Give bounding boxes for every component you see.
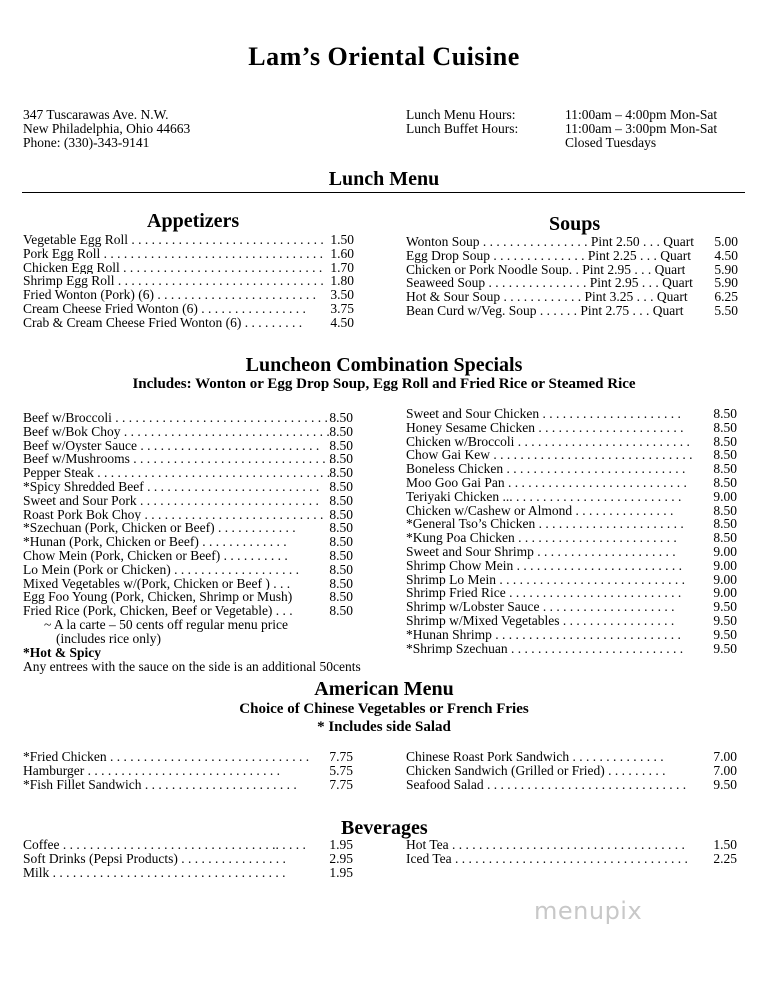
menu-item-price: 3.50 <box>330 287 354 303</box>
menu-item-price: 8.50 <box>329 478 353 494</box>
menu-item <box>406 290 738 304</box>
menu-item-price: 1.80 <box>330 273 354 289</box>
menu-item <box>23 261 354 275</box>
menu-item-name: Chow Gai Kew . . . . . . . . . . . . . . . . . . . . . . . . . . . . . . <box>406 448 693 463</box>
menu-item <box>406 304 738 318</box>
menu-item <box>406 852 737 866</box>
menu-item-price: 8.50 <box>329 506 353 522</box>
buffet-hours-label: Lunch Buffet Hours: <box>406 121 519 136</box>
menu-item <box>23 764 353 778</box>
menu-item <box>23 288 354 302</box>
menu-item-name: Shrimp w/Mixed Vegetables . . . . . . . . . . . . . . . . . <box>406 613 675 628</box>
menu-item-price: 8.50 <box>713 516 737 532</box>
menu-item-name: Chicken or Pork Noodle Soup. . Pint 2.95 . . . Quart <box>406 262 686 277</box>
menu-item <box>23 508 353 522</box>
menu-item-name: Milk . . . . . . . . . . . . . . . . . . . . . . . . . . . . . . . . . . . <box>23 865 286 880</box>
menu-item-name: Shrimp Egg Roll . . . . . . . . . . . . . . . . . . . . . . . . . . . . . . . <box>23 274 324 289</box>
soups-heading: Soups <box>549 213 601 235</box>
menu-item-name: Beef w/Oyster Sauce . . . . . . . . . . . . . . . . . . . . . . . . . . . <box>23 438 320 453</box>
menu-item-name: Mixed Vegetables w/(Pork, Chicken or Beef ) . . . <box>23 576 291 591</box>
menu-item <box>406 490 737 504</box>
menu-item <box>23 274 354 288</box>
heading-divider <box>22 192 745 193</box>
menu-item-price: 7.75 <box>329 776 353 792</box>
buffet-hours-value: 11:00am – 3:00pm Mon-Sat <box>565 121 718 136</box>
menu-item-price: 1.70 <box>330 259 354 275</box>
menu-item-price: 8.50 <box>329 589 353 605</box>
menu-item-price: 5.00 <box>714 234 738 249</box>
menu-item-name: Pepper Steak . . . . . . . . . . . . . . . . . . . . . . . . . . . . . . . . . . . <box>23 466 331 480</box>
menu-item-name: Chow Mein (Pork, Chicken or Beef) . . . . . . . . . . <box>23 548 288 563</box>
menu-item <box>23 480 353 494</box>
american-subtitle-1: Choice of Chinese Vegetables or French Fries <box>239 701 529 717</box>
menu-item <box>406 249 738 263</box>
menu-item <box>406 476 737 490</box>
menu-item-price: 1.60 <box>330 245 354 261</box>
menu-item <box>406 586 737 600</box>
menu-item <box>406 838 737 852</box>
beverages-right-list <box>406 838 737 866</box>
menu-item-price: 8.50 <box>329 520 353 536</box>
menu-item-name: Vegetable Egg Roll . . . . . . . . . . . . . . . . . . . . . . . . . . . . . <box>23 233 324 247</box>
menu-item-price: 5.75 <box>329 762 353 778</box>
menu-item-name: Chicken w/Cashew or Almond . . . . . . . . . . . . . . . <box>406 503 674 518</box>
beverages-heading: Beverages <box>341 817 428 839</box>
menu-item-name: Iced Tea . . . . . . . . . . . . . . . . . . . . . . . . . . . . . . . . . . . <box>406 851 688 866</box>
menu-item-price: 8.50 <box>329 465 353 481</box>
menu-item-name: Hamburger . . . . . . . . . . . . . . . . . . . . . . . . . . . . . <box>23 763 280 778</box>
menu-item-price: 8.50 <box>713 433 737 449</box>
menu-item <box>406 778 737 792</box>
menu-item-price: 7.00 <box>713 762 737 778</box>
menu-item-price: 2.25 <box>713 850 737 866</box>
menu-item-name: Chicken Sandwich (Grilled or Fried) . . . . . . . . . <box>406 763 666 778</box>
menu-item-name: Egg Drop Soup . . . . . . . . . . . . . . Pint 2.25 . . . Quart <box>406 248 691 263</box>
menu-item-name: Sweet and Sour Chicken . . . . . . . . . . . . . . . . . . . . . <box>406 407 681 421</box>
menu-item-name: Shrimp w/Lobster Sauce . . . . . . . . . . . . . . . . . . . . <box>406 600 675 614</box>
menu-item-name: Fried Rice (Pork, Chicken, Beef or Vegetable) . . . <box>23 604 293 618</box>
menu-item-price: 9.00 <box>713 585 737 601</box>
menu-item <box>23 316 354 330</box>
menu-item-price: 8.50 <box>329 410 353 425</box>
menu-item <box>406 235 738 249</box>
menu-item <box>23 535 353 549</box>
menu-item-price: 8.50 <box>713 419 737 435</box>
menu-item <box>406 462 737 476</box>
american-subtitle-2: * Includes side Salad <box>317 719 451 735</box>
menu-item-price: 6.25 <box>714 289 738 305</box>
menu-item-price: 1.95 <box>329 864 353 880</box>
menu-item <box>406 517 737 531</box>
lunch-menu-heading: Lunch Menu <box>328 168 440 190</box>
menu-item-price: 8.50 <box>713 461 737 477</box>
lunch-hours-value: 11:00am – 4:00pm Mon-Sat <box>565 107 718 122</box>
menu-item <box>23 852 353 866</box>
menu-item-price: 8.50 <box>713 530 737 546</box>
menu-item-name: Bean Curd w/Veg. Soup . . . . . . Pint 2.75 . . . Quart <box>406 303 684 318</box>
menu-item <box>23 302 354 316</box>
menu-item <box>406 276 738 290</box>
menu-item-price: 9.50 <box>713 612 737 628</box>
menu-item <box>406 642 737 656</box>
appetizers-heading: Appetizers <box>147 210 240 232</box>
menu-item <box>23 521 353 535</box>
menu-item <box>23 494 353 508</box>
menu-item <box>23 452 353 466</box>
beverages-left-list <box>23 838 353 879</box>
menu-item <box>406 504 737 518</box>
menu-item <box>406 764 737 778</box>
soups-list <box>406 235 738 318</box>
menu-item-price: 9.00 <box>713 543 737 559</box>
menu-item <box>406 750 737 764</box>
closed-days: Closed Tuesdays <box>565 135 657 150</box>
menu-item <box>406 435 737 449</box>
menu-item <box>23 425 353 439</box>
menu-item <box>23 247 354 261</box>
menu-item <box>23 549 353 563</box>
menu-item <box>406 448 737 462</box>
menu-item-name: Wonton Soup . . . . . . . . . . . . . . . . Pint 2.50 . . . Quart <box>406 235 695 249</box>
luncheon-heading: Luncheon Combination Specials <box>245 354 523 376</box>
menu-item <box>406 263 738 277</box>
menu-item-name: Hot & Sour Soup . . . . . . . . . . . . Pint 3.25 . . . Quart <box>406 290 688 304</box>
menu-item <box>23 577 353 591</box>
address-block <box>23 108 190 150</box>
menu-item <box>406 421 737 435</box>
address-line-2: New Philadelphia, Ohio 44663 <box>23 121 191 136</box>
ala-carte-note: ~ A la carte – 50 cents off regular menu price <box>44 617 288 632</box>
menu-item-name: Sweet and Sour Shrimp . . . . . . . . . . . . . . . . . . . . . <box>406 544 676 559</box>
luncheon-left-list <box>23 411 353 618</box>
menu-item-name: Sweet and Sour Pork . . . . . . . . . . . . . . . . . . . . . . . . . . . <box>23 493 319 508</box>
menu-item-price: 8.50 <box>329 603 353 619</box>
menu-item <box>23 778 353 792</box>
menu-item-name: Beef w/Broccoli . . . . . . . . . . . . . . . . . . . . . . . . . . . . . . . . <box>23 411 328 425</box>
menu-item <box>23 604 353 618</box>
menu-item-price: 8.50 <box>329 561 353 577</box>
menu-item-name: *Spicy Shredded Beef . . . . . . . . . . . . . . . . . . . . . . . . . . <box>23 479 320 494</box>
sauce-note: Any entrees with the sauce on the side is an additional 50cents <box>23 659 361 674</box>
menu-item-price: 9.00 <box>713 571 737 587</box>
luncheon-subtitle: Includes: Wonton or Egg Drop Soup, Egg Roll and Fried Rice or Steamed Rice <box>132 376 636 392</box>
menu-item-price: 8.50 <box>329 423 353 439</box>
menu-item-price: 9.50 <box>713 776 737 792</box>
menu-item-price: 9.50 <box>713 640 737 656</box>
menu-item-price: 8.50 <box>329 492 353 508</box>
american-heading: American Menu <box>314 678 454 700</box>
menu-item <box>406 628 737 642</box>
menu-item <box>23 411 353 425</box>
menu-item-price: 8.50 <box>329 547 353 563</box>
american-left-list <box>23 750 353 791</box>
menu-item-name: Hot Tea . . . . . . . . . . . . . . . . . . . . . . . . . . . . . . . . . . . <box>406 838 685 852</box>
menu-item <box>23 590 353 604</box>
menu-item-name: Lo Mein (Pork or Chicken) . . . . . . . . . . . . . . . . . . . <box>23 562 299 577</box>
american-right-list <box>406 750 737 791</box>
menu-item-name: Beef w/Bok Choy . . . . . . . . . . . . . . . . . . . . . . . . . . . . . . . <box>23 424 330 439</box>
menu-item-name: Seafood Salad . . . . . . . . . . . . . . . . . . . . . . . . . . . . . . <box>406 777 687 792</box>
menu-item-name: Soft Drinks (Pepsi Products) . . . . . . . . . . . . . . . . <box>23 851 286 866</box>
luncheon-right-list <box>406 407 737 655</box>
menu-item-name: Crab & Cream Cheese Fried Wonton (6) . . . . . . . . . <box>23 315 303 330</box>
menu-item-price: 7.75 <box>329 749 353 764</box>
menu-item-name: *Szechuan (Pork, Chicken or Beef) . . . . . . . . . . . . <box>23 521 296 536</box>
menu-item-name: Boneless Chicken . . . . . . . . . . . . . . . . . . . . . . . . . . . <box>406 462 686 476</box>
menu-item-name: *Kung Poa Chicken . . . . . . . . . . . . . . . . . . . . . . . . <box>406 531 677 545</box>
menu-item-price: 8.50 <box>329 534 353 550</box>
menu-item <box>23 466 353 480</box>
menu-item-price: 8.50 <box>713 447 737 463</box>
menu-item <box>23 866 353 880</box>
menu-item-price: 8.50 <box>713 474 737 490</box>
menu-item-name: *Shrimp Szechuan . . . . . . . . . . . . . . . . . . . . . . . . . . <box>406 641 684 656</box>
menu-item <box>406 600 737 614</box>
menu-item-name: Shrimp Lo Mein . . . . . . . . . . . . . . . . . . . . . . . . . . . . <box>406 572 685 587</box>
menu-item-price: 3.75 <box>330 300 354 316</box>
menu-item-price: 5.90 <box>714 275 738 291</box>
hours-values <box>565 108 717 150</box>
menu-item-name: Beef w/Mushrooms . . . . . . . . . . . . . . . . . . . . . . . . . . . . . . <box>23 452 333 467</box>
menu-item-price: 8.50 <box>329 451 353 467</box>
menu-item-name: *Hunan (Pork, Chicken or Beef) . . . . . . . . . . . . . <box>23 535 287 549</box>
menu-item-price: 1.50 <box>713 837 737 852</box>
menu-item-name: Honey Sesame Chicken . . . . . . . . . . . . . . . . . . . . . . <box>406 420 684 435</box>
menu-item <box>406 407 737 421</box>
menu-item-price: 8.50 <box>329 575 353 591</box>
menu-item-price: 1.95 <box>329 837 353 852</box>
menu-item-price: 8.50 <box>713 502 737 518</box>
menu-item <box>23 750 353 764</box>
menu-item <box>23 439 353 453</box>
menu-item-name: Shrimp Chow Mein . . . . . . . . . . . . . . . . . . . . . . . . . <box>406 558 683 573</box>
menu-item-price: 7.00 <box>713 749 737 764</box>
menu-item-name: Cream Cheese Fried Wonton (6) . . . . . . . . . . . . . . . . <box>23 301 306 316</box>
menu-item <box>406 545 737 559</box>
menu-item-name: *Fish Fillet Sandwich . . . . . . . . . . . . . . . . . . . . . . . <box>23 777 297 792</box>
menu-item-name: Chinese Roast Pork Sandwich . . . . . . . . . . . . . . <box>406 750 664 764</box>
restaurant-title: Lam’s Oriental Cuisine <box>248 42 520 71</box>
menupix-watermark: menupix <box>534 897 643 925</box>
lunch-hours-label: Lunch Menu Hours: <box>406 107 516 122</box>
menu-item-price: 4.50 <box>330 314 354 330</box>
menu-item-name: Shrimp Fried Rice . . . . . . . . . . . . . . . . . . . . . . . . . . <box>406 586 682 601</box>
menu-item-price: 9.00 <box>713 557 737 573</box>
menu-item <box>406 531 737 545</box>
menu-item <box>406 573 737 587</box>
menu-item-price: 8.50 <box>713 406 737 421</box>
menu-item-name: *Fried Chicken . . . . . . . . . . . . . . . . . . . . . . . . . . . . . . <box>23 750 310 764</box>
menu-item <box>23 838 353 852</box>
menu-item-name: *Hunan Shrimp . . . . . . . . . . . . . . . . . . . . . . . . . . . . <box>406 627 681 642</box>
menu-item-name: Fried Wonton (Pork) (6) . . . . . . . . . . . . . . . . . . . . . . . . <box>23 288 317 302</box>
menu-item-name: Coffee . . . . . . . . . . . . . . . . . . . . . . . . . . . . . . . .. . . . . <box>23 838 306 852</box>
menu-item-price: 4.50 <box>714 247 738 263</box>
menu-item-price: 2.95 <box>329 850 353 866</box>
menu-item-price: 1.50 <box>330 232 354 247</box>
address-line-1: 347 Tuscarawas Ave. N.W. <box>23 107 169 122</box>
hot-spicy-legend: *Hot & Spicy <box>23 645 102 660</box>
menu-item-price: 9.50 <box>713 599 737 615</box>
menu-item-name: Teriyaki Chicken ... . . . . . . . . . . . . . . . . . . . . . . . . . <box>406 489 682 504</box>
menu-item-price: 9.00 <box>713 488 737 504</box>
menu-item-name: Roast Pork Bok Choy . . . . . . . . . . . . . . . . . . . . . . . . . . . <box>23 507 324 522</box>
phone-number: Phone: (330)-343-9141 <box>23 135 150 150</box>
menu-item-name: Chicken w/Broccoli . . . . . . . . . . . . . . . . . . . . . . . . . . <box>406 434 690 449</box>
menu-item <box>406 614 737 628</box>
menu-item <box>23 563 353 577</box>
menu-item-name: *General Tso’s Chicken . . . . . . . . . . . . . . . . . . . . . . <box>406 517 684 532</box>
menu-item-price: 9.50 <box>713 626 737 642</box>
hours-labels <box>406 108 518 136</box>
menu-item-price: 5.50 <box>714 302 738 318</box>
menu-item-name: Seaweed Soup . . . . . . . . . . . . . . . Pint 2.95 . . . Quart <box>406 276 693 291</box>
rice-note: (includes rice only) <box>56 631 161 646</box>
menu-item-price: 5.90 <box>714 261 738 277</box>
menu-item-name: Pork Egg Roll . . . . . . . . . . . . . . . . . . . . . . . . . . . . . . . . . <box>23 246 324 261</box>
appetizers-list <box>23 233 354 330</box>
menu-item <box>406 559 737 573</box>
menu-item <box>23 233 354 247</box>
menu-item-name: Moo Goo Gai Pan . . . . . . . . . . . . . . . . . . . . . . . . . . . <box>406 475 687 490</box>
menu-item-name: Egg Foo Young (Pork, Chicken, Shrimp or Mush) <box>23 590 293 605</box>
menu-item-name: Chicken Egg Roll . . . . . . . . . . . . . . . . . . . . . . . . . . . . . . <box>23 260 323 275</box>
menu-item-price: 8.50 <box>329 437 353 453</box>
